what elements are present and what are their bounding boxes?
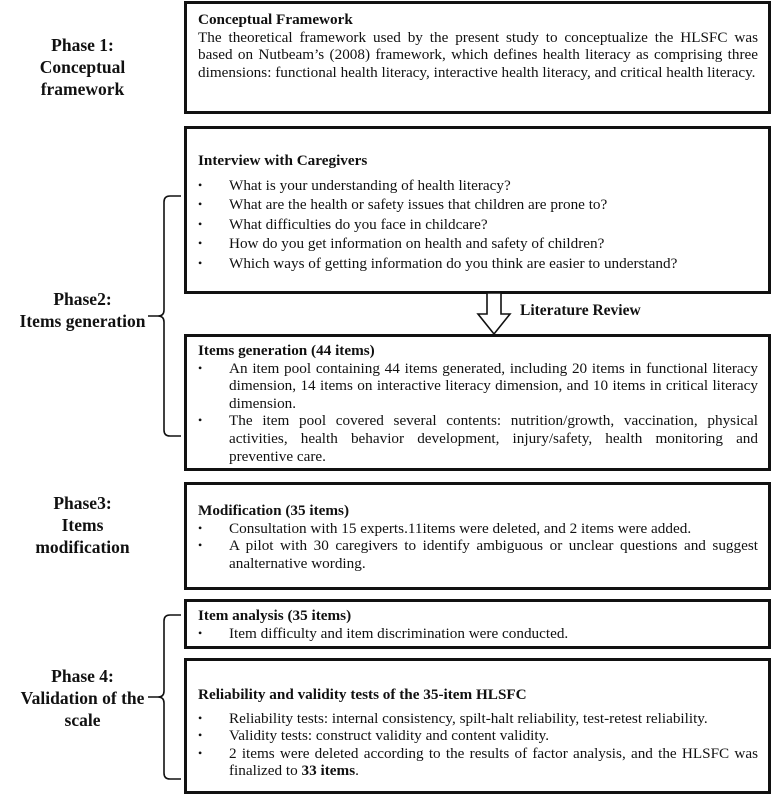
list-item-text: 2 items were deleted according to the results of factor analysis, and the HLSFC was finalized to (229, 744, 758, 780)
list-item: • An item pool containing 44 items generated, including 20 items in functional literacy dimension, 14 items on interactive literacy dimension, and 10 items in critical literacy dimension. (198, 360, 758, 413)
phase-3-line: modification (35, 537, 130, 557)
box-title: Conceptual Framework (198, 11, 353, 28)
modification-box (184, 482, 771, 590)
list-item: • Reliability tests: internal consistency, spilt-halt reliability, test-retest reliability. (198, 710, 758, 728)
list-item: • What difficulties do you face in childcare? (198, 215, 758, 235)
phase-3-line: Phase3: (53, 493, 112, 513)
phase-1-line: Conceptual (39, 57, 126, 77)
literature-review-label: Literature Review (520, 302, 641, 319)
list-item: • How do you get information on health and safety of children? (198, 234, 758, 254)
list-item: • Consultation with 15 experts.11items were deleted, and 2 items were added. (198, 520, 758, 538)
phase-1-line: Phase 1: (51, 35, 114, 55)
list-item (198, 745, 758, 780)
phase-2-line: Phase2: (53, 289, 112, 309)
conceptual-framework-box (184, 1, 771, 114)
item-analysis-list (198, 625, 758, 643)
list-item: • Which ways of getting information do you think are easier to understand? (198, 254, 758, 274)
list-item: • What is your understanding of health literacy? (198, 176, 758, 196)
box-title: Items generation (44 items) (198, 342, 375, 359)
phase-4-label (0, 665, 165, 731)
list-item: • A pilot with 30 caregivers to identify ambiguous or unclear questions and suggest analternative wording. (198, 537, 758, 572)
items-generation-list (198, 360, 758, 466)
phase-4-line: Phase 4: (51, 666, 114, 686)
box-title: Reliability and validity tests of the 35-item HLSFC (198, 686, 527, 703)
down-arrow-icon (476, 292, 512, 336)
phase-3-line: Items (61, 515, 104, 535)
phase-4-brace-icon (144, 610, 184, 786)
item-analysis-box (184, 599, 771, 649)
box-body: The theoretical framework used by the present study to conceptualize the HLSFC was based on Nutbeam’s (2008) framework, which defines health literacy as comprising three dimensions: functional health literacy, interactive health literacy, and critical health literacy. (198, 28, 758, 81)
list-item: • Validity tests: construct validity and content validity. (198, 727, 758, 745)
box-title: Interview with Caregivers (198, 152, 368, 169)
items-generation-box (184, 334, 771, 471)
box-title: Item analysis (35 items) (198, 607, 352, 624)
list-item: • Item difficulty and item discrimination were conducted. (198, 625, 758, 643)
phase-4-line: Validation of the (20, 688, 145, 708)
phase-2-line: Items generation (19, 311, 146, 331)
interview-question-list (198, 176, 758, 274)
modification-list (198, 520, 758, 573)
box-title: Modification (35 items) (198, 502, 349, 519)
phase-1-label (0, 34, 165, 100)
reliability-validity-list (198, 710, 758, 780)
interview-box (184, 126, 771, 294)
phase-2-label (0, 288, 165, 332)
list-item: • The item pool covered several contents: nutrition/growth, vaccination, physical activities, health behavior development, injury/safety, health monitoring and preventive care. (198, 412, 758, 465)
reliability-validity-box (184, 658, 771, 794)
list-item-text: . (355, 762, 359, 780)
phase-2-brace-icon (144, 190, 184, 446)
phase-1-line: framework (40, 79, 125, 99)
phase-4-line: scale (64, 710, 101, 730)
final-item-count: 33 items (301, 762, 356, 780)
phase-3-label (0, 492, 165, 558)
list-item: • What are the health or safety issues that children are prone to? (198, 195, 758, 215)
